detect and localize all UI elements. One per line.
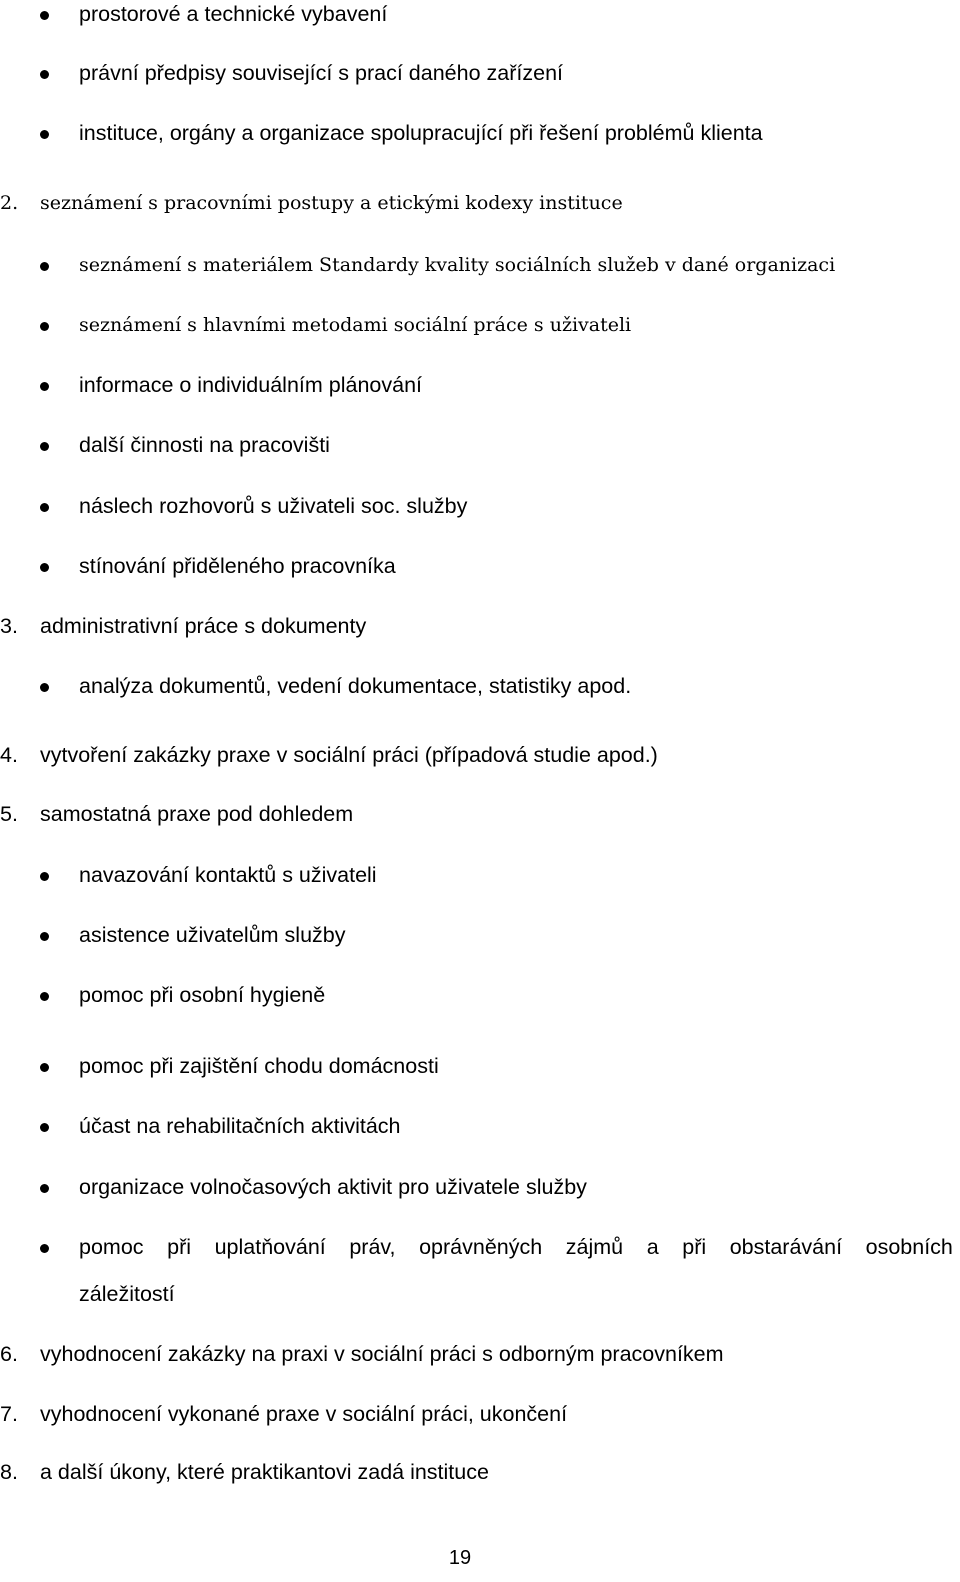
bullet-icon — [40, 1184, 49, 1193]
list-item — [0, 1169, 960, 1205]
list-item-text: analýza dokumentů, vedení dokumentace, statistiky apod. — [79, 674, 632, 698]
list-item-text: záležitostí — [79, 1282, 175, 1306]
list-item — [0, 1108, 960, 1144]
list-item-text: informace o individuálním plánování — [79, 373, 423, 397]
numbered-item — [0, 1396, 960, 1432]
list-item-text: seznámení s hlavními metodami sociální práce s uživateli — [79, 314, 632, 336]
numbered-item-text: vyhodnocení zakázky na praxi v sociální práci s odborným pracovníkem — [40, 1342, 724, 1366]
list-item — [0, 977, 960, 1013]
numbered-item-text: vytvoření zakázky praxe v sociální práci (případová studie apod.) — [40, 743, 658, 767]
item-number: 3. — [0, 614, 18, 638]
bullet-icon — [40, 1063, 49, 1072]
bullet-icon — [40, 1123, 49, 1132]
list-item — [0, 0, 960, 32]
bullet-icon — [40, 70, 49, 79]
list-item-text: instituce, orgány a organizace spolupracující při řešení problémů klienta — [79, 121, 763, 145]
word: práv, — [349, 1235, 396, 1259]
list-item — [0, 367, 960, 403]
list-item-text: pomoc při osobní hygieně — [79, 983, 326, 1007]
word: zájmů — [565, 1235, 624, 1259]
list-item — [0, 917, 960, 953]
list-item-text: organizace volnočasových aktivit pro uživatele služby — [79, 1175, 587, 1199]
bullet-icon — [40, 322, 49, 331]
bullet-icon — [40, 130, 49, 139]
numbered-item — [0, 608, 960, 644]
list-item-text: náslech rozhovorů s uživateli soc. služby — [79, 494, 468, 518]
list-item — [0, 115, 960, 151]
bullet-icon — [40, 563, 49, 572]
numbered-item — [0, 185, 960, 221]
list-item-text: právní předpisy související s prací daného zařízení — [79, 61, 564, 85]
list-item-continuation — [0, 1276, 960, 1312]
word: oprávněných — [419, 1235, 543, 1259]
list-item — [0, 488, 960, 524]
item-number: 5. — [0, 802, 18, 826]
bullet-icon — [40, 503, 49, 512]
list-item — [0, 247, 960, 283]
list-item — [0, 307, 960, 343]
word: uplatňování — [214, 1235, 326, 1259]
item-number: 6. — [0, 1342, 18, 1366]
word: pomoc — [79, 1235, 144, 1259]
bullet-icon — [40, 872, 49, 881]
list-item-text: asistence uživatelům služby — [79, 923, 346, 947]
bullet-icon — [40, 932, 49, 941]
numbered-item — [0, 1336, 960, 1372]
list-item — [0, 55, 960, 91]
list-item — [0, 548, 960, 584]
list-item-text: prostorové a technické vybavení — [79, 2, 388, 26]
numbered-item — [0, 796, 960, 832]
bullet-icon — [40, 262, 49, 271]
list-item — [0, 668, 960, 704]
numbered-item-text: a další úkony, které praktikantovi zadá instituce — [40, 1460, 489, 1484]
bullet-icon — [40, 992, 49, 1001]
word: obstarávání — [729, 1235, 843, 1259]
numbered-item-text: seznámení s pracovními postupy a etickými kodexy instituce — [40, 192, 623, 214]
list-item-text: další činnosti na pracovišti — [79, 433, 330, 457]
word: a — [646, 1235, 659, 1259]
list-item-text: navazování kontaktů s uživateli — [79, 863, 377, 887]
item-number: 7. — [0, 1402, 18, 1426]
numbered-item — [0, 1454, 960, 1490]
list-item-text: účast na rehabilitačních aktivitách — [79, 1114, 401, 1138]
bullet-icon — [40, 683, 49, 692]
item-number: 8. — [0, 1460, 18, 1484]
numbered-item — [0, 737, 960, 773]
list-item-text: seznámení s materiálem Standardy kvality sociálních služeb v dané organizaci — [79, 254, 836, 276]
list-item-text: stínování přiděleného pracovníka — [79, 554, 396, 578]
list-item — [0, 1229, 960, 1265]
bullet-icon — [40, 1244, 49, 1253]
item-number: 4. — [0, 743, 18, 767]
word: při — [167, 1235, 192, 1259]
bullet-icon — [40, 442, 49, 451]
word: osobních — [865, 1235, 953, 1259]
list-item — [0, 857, 960, 893]
list-item — [0, 427, 960, 463]
word: při — [682, 1235, 707, 1259]
numbered-item-text: administrativní práce s dokumenty — [40, 614, 367, 638]
numbered-item-text: samostatná praxe pod dohledem — [40, 802, 354, 826]
numbered-item-text: vyhodnocení vykonané praxe v sociální práci, ukončení — [40, 1402, 568, 1426]
bullet-icon — [40, 11, 49, 20]
list-item-text — [79, 1229, 953, 1265]
bullet-icon — [40, 382, 49, 391]
list-item-text: pomoc při zajištění chodu domácnosti — [79, 1054, 439, 1078]
page-number: 19 — [448, 1547, 472, 1569]
item-number: 2. — [0, 192, 19, 214]
list-item — [0, 1048, 960, 1084]
